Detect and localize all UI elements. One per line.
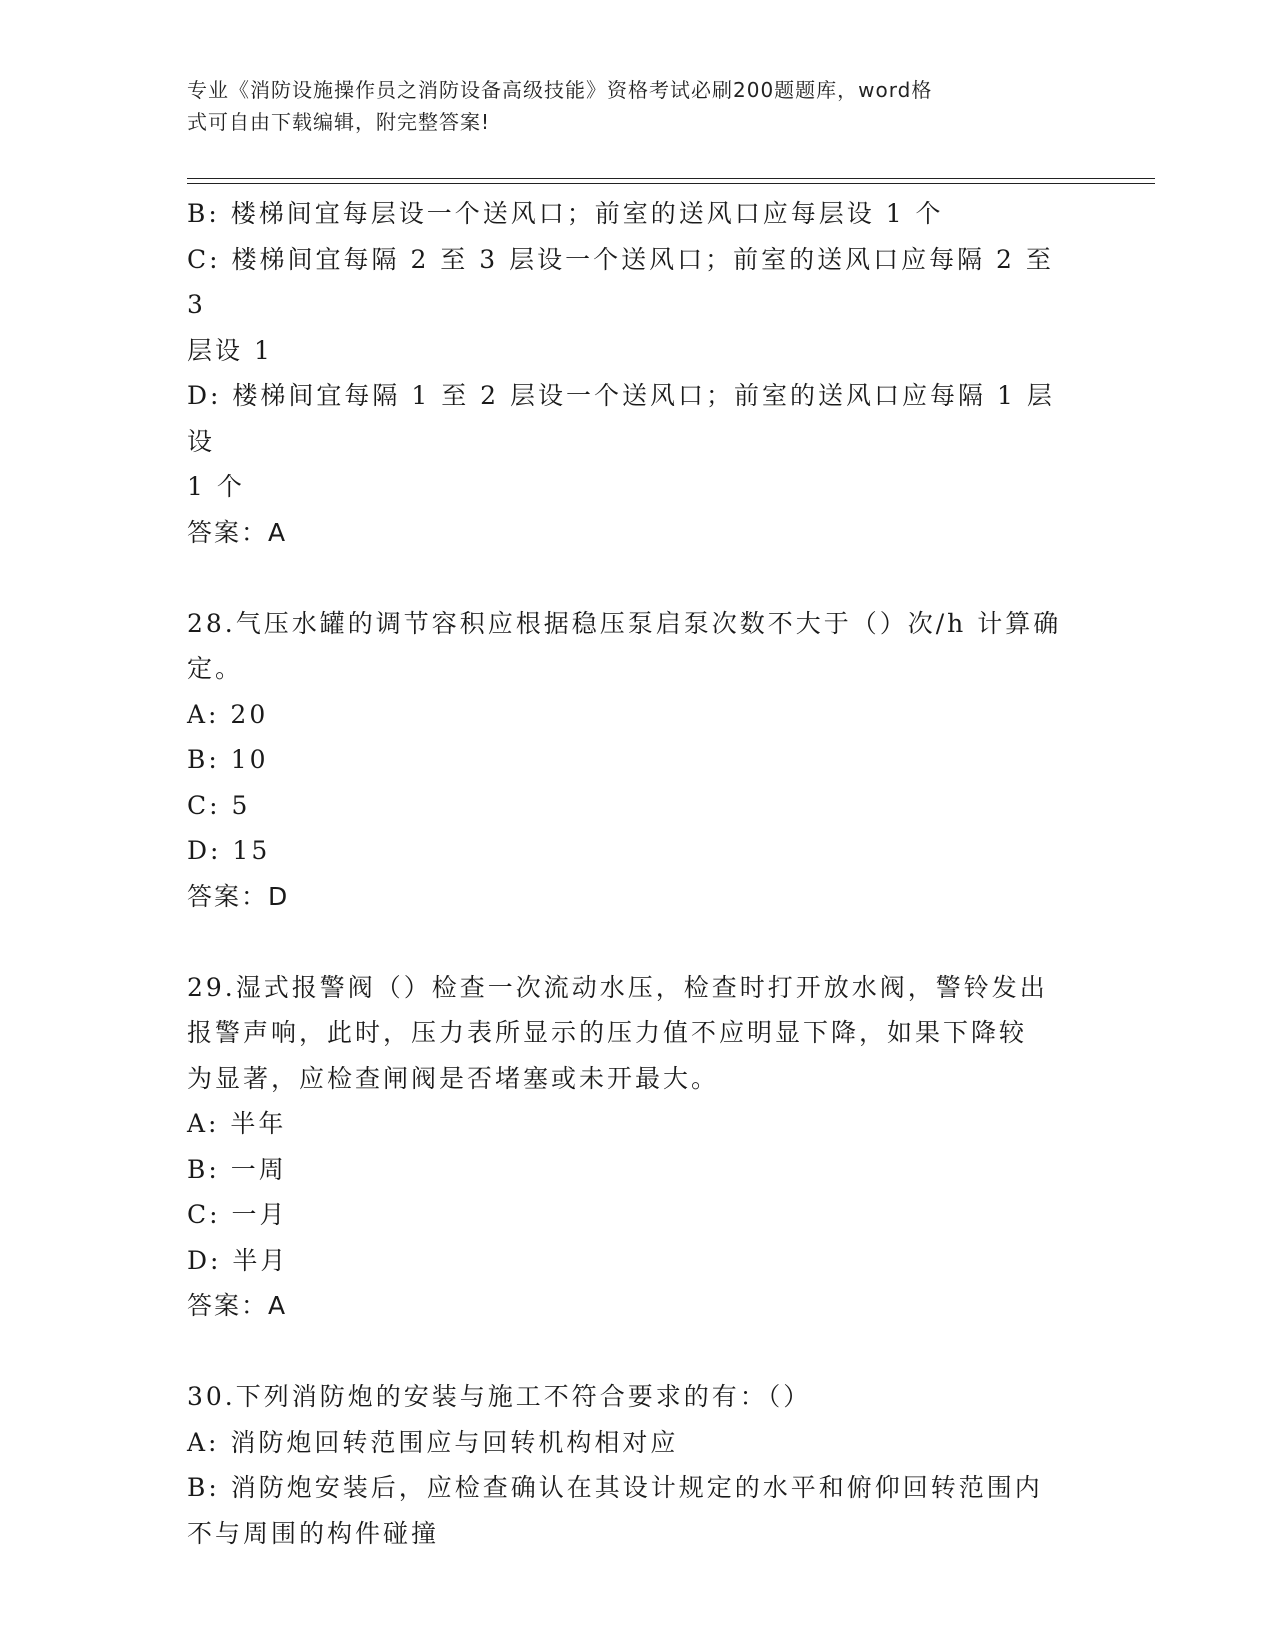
question-27 [187, 191, 1077, 555]
question-30 [187, 1374, 1077, 1556]
option-b: B: 楼梯间宜每层设一个送风口；前室的送风口应每层设 1 个 [187, 199, 944, 228]
option-c: C: 5 [187, 790, 251, 820]
option-c: C: 楼梯间宜每隔 2 至 3 层设一个送风口；前室的送风口应每隔 2 至 3 [187, 244, 1065, 319]
question-stem-cont: 定。 [187, 654, 244, 683]
option-c-cont: 层设 1 [187, 335, 273, 365]
answer: 答案：A [187, 1291, 288, 1320]
answer: 答案：D [187, 881, 290, 911]
question-stem: 28.气压水罐的调节容积应根据稳压泵启泵次数不大于（）次/h 计算确 [187, 608, 1062, 638]
option-b-cont: 不与周围的构件碰撞 [187, 1518, 440, 1548]
header-line-1: 专业《消防设施操作员之消防设备高级技能》资格考试必刷200题题库，word格 [187, 78, 933, 102]
question-stem-cont: 为显著，应检查闸阀是否堵塞或未开最大。 [187, 1063, 720, 1093]
option-d: D: 楼梯间宜每隔 1 至 2 层设一个送风口；前室的送风口应每隔 1 层设 [187, 381, 1055, 456]
header-divider-bottom [187, 183, 1155, 184]
spacer [187, 1329, 1077, 1375]
answer: 答案：A [187, 517, 288, 547]
document-header [187, 74, 1077, 138]
option-d: D: 半月 [187, 1245, 289, 1275]
option-a: A: 20 [187, 699, 269, 729]
question-stem-cont: 报警声响，此时，压力表所显示的压力值不应明显下降，如果下降较 [187, 1018, 1028, 1047]
option-d-cont: 1 个 [187, 472, 245, 501]
option-b: B: 10 [187, 745, 269, 774]
option-d: D: 15 [187, 836, 271, 865]
option-b: B: 消防炮安装后，应检查确认在其设计规定的水平和俯仰回转范围内 [187, 1473, 1043, 1502]
question-stem: 29.湿式报警阀（）检查一次流动水压，检查时打开放水阀，警铃发出 [187, 972, 1048, 1002]
spacer [187, 919, 1077, 965]
document-body [187, 191, 1077, 1556]
question-stem: 30.下列消防炮的安装与施工不符合要求的有：（） [187, 1382, 812, 1411]
option-a: A: 半年 [187, 1109, 287, 1138]
option-c: C: 一月 [187, 1200, 288, 1229]
option-a: A: 消防炮回转范围应与回转机构相对应 [187, 1427, 679, 1457]
header-line-2: 式可自由下载编辑，附完整答案! [187, 110, 491, 134]
question-28 [187, 601, 1077, 920]
option-b: B: 一周 [187, 1154, 287, 1184]
spacer [187, 555, 1077, 601]
question-29 [187, 965, 1077, 1329]
header-divider-top [187, 178, 1155, 179]
